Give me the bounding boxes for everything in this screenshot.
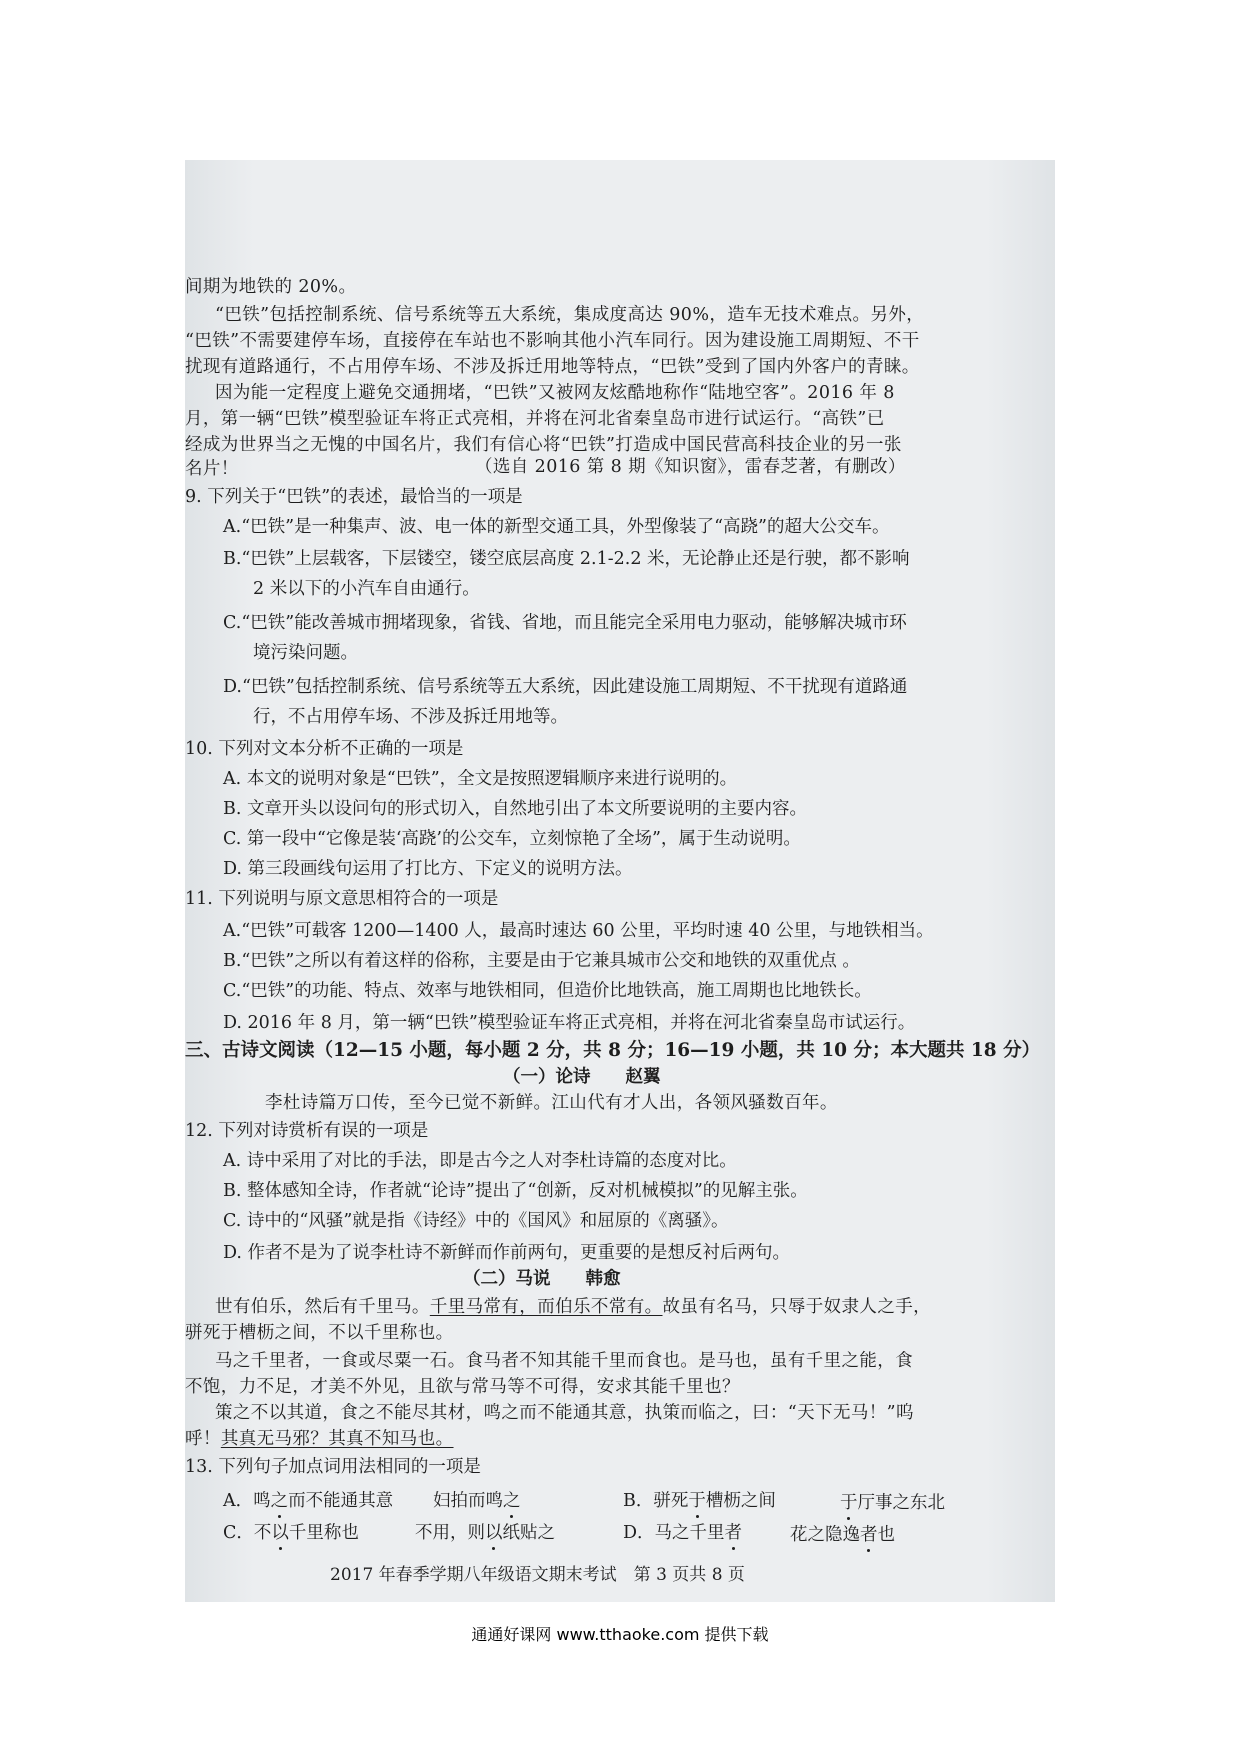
dotted-word: 之 bbox=[270, 1491, 289, 1511]
text-segment: 厅事之东北 bbox=[857, 1493, 945, 1513]
text-segment: 呼！ bbox=[185, 1429, 221, 1449]
question-13-option-d-2 bbox=[790, 1524, 895, 1546]
question-12-option-a: A. 诗中采用了对比的手法，即是古今之人对李杜诗篇的态度对比。 bbox=[223, 1151, 737, 1171]
exam-page-photo bbox=[185, 160, 1055, 1602]
text-segment: 也 bbox=[877, 1525, 895, 1545]
text-segment: 不 bbox=[253, 1523, 272, 1543]
text-segment: 故虽有名马，只辱于奴隶人之手， bbox=[662, 1297, 932, 1317]
dotted-word: 以 bbox=[485, 1523, 503, 1543]
question-12-option-c: C. 诗中的“风骚”就是指《诗经》中的《国风》和屈原的《离骚》。 bbox=[223, 1211, 729, 1231]
text-segment: 妇拍而鸣 bbox=[433, 1491, 503, 1511]
text-segment: 槽枥之间 bbox=[705, 1491, 776, 1511]
text-segment: 骈死 bbox=[653, 1491, 689, 1511]
option-label: D． bbox=[623, 1523, 655, 1543]
text-2-paragraph-3-cont bbox=[185, 1428, 454, 1450]
passage-line: “巴铁”不需要建停车场，直接停在车站也不影响其他小汽车同行。因为建设施工周期短、不干 bbox=[185, 331, 920, 351]
question-9-option-b: B.“巴铁”上层载客，下层镂空，镂空底层高度 2.1-2.2 米，无论静止还是行驶，都不影响 bbox=[223, 549, 910, 569]
site-footer: 通通好课网 www.tthaoke.com 提供下载 bbox=[471, 1625, 769, 1644]
text-2-paragraph-1-cont: 骈死于槽枥之间，不以千里称也。 bbox=[185, 1323, 454, 1343]
option-label: C． bbox=[223, 1523, 254, 1543]
passage-line: 名片！ bbox=[185, 459, 239, 479]
question-10-option-d: D. 第三段画线句运用了打比方、下定义的说明方法。 bbox=[223, 859, 633, 879]
underlined-sentence: 其真无马邪？其真不知马也。 bbox=[220, 1429, 454, 1449]
question-9-option-c-cont: 境污染问题。 bbox=[253, 643, 358, 663]
question-11-option-a: A.“巴铁”可载客 1200—1400 人，最高时速达 60 公里，平均时速 40 公里，与地铁相当。 bbox=[223, 921, 934, 941]
dotted-word: 以 bbox=[271, 1523, 289, 1543]
question-13-option-c bbox=[223, 1522, 359, 1544]
passage-source: （选自 2016 第 8 期《知识窗》，雷春芝著，有删改） bbox=[475, 457, 906, 477]
text-segment: 而不能通其意 bbox=[288, 1491, 394, 1511]
dotted-word: 于 bbox=[688, 1491, 706, 1511]
question-13-option-c-2 bbox=[415, 1522, 555, 1544]
question-13-option-a-2 bbox=[433, 1490, 521, 1512]
text-2-paragraph-1 bbox=[215, 1296, 931, 1318]
passage-line: 扰现有道路通行，不占用停车场、不涉及拆迁用地等特点，“巴铁”受到了国内外客户的青睐。 bbox=[185, 357, 920, 377]
text-2-paragraph-2-cont: 不饱，力不足，才美不外见，且欲与常马等不可得，安求其能千里也？ bbox=[185, 1377, 740, 1397]
question-12-option-d: D. 作者不是为了说李杜诗不新鲜而作前两句，更重要的是想反衬后两句。 bbox=[223, 1243, 791, 1263]
question-12-option-b: B. 整体感知全诗，作者就“论诗”提出了“创新，反对机械模拟”的见解主张。 bbox=[223, 1181, 808, 1201]
question-13-stem: 13. 下列句子加点词用法相同的一项是 bbox=[185, 1457, 481, 1477]
passage-line: 经成为世界当之无愧的中国名片，我们有信心将“巴铁”打造成中国民营高科技企业的另一张 bbox=[185, 435, 902, 455]
text-segment: 世有伯乐，然后有千里马。 bbox=[215, 1297, 430, 1317]
dotted-word: 之 bbox=[503, 1491, 521, 1511]
question-9-option-d-cont: 行，不占用停车场、不涉及拆迁用地等。 bbox=[253, 707, 568, 727]
text-2-paragraph-3: 策之不以其道，食之不能尽其材，鸣之而不能通其意，执策而临之，曰：“天下无马！”呜 bbox=[215, 1403, 914, 1423]
question-10-option-a: A. 本文的说明对象是“巴铁”，全文是按照逻辑顺序来进行说明的。 bbox=[223, 769, 738, 789]
question-11-option-c: C.“巴铁”的功能、特点、效率与地铁相同，但造价比地铁高，施工周期也比地铁长。 bbox=[223, 981, 872, 1001]
option-label: B． bbox=[623, 1491, 654, 1511]
question-9-option-d: D.“巴铁”包括控制系统、信号系统等五大系统，因此建设施工周期短、不干扰现有道路通 bbox=[223, 677, 908, 697]
option-label: A． bbox=[223, 1491, 254, 1511]
text-segment: 鸣 bbox=[253, 1491, 271, 1511]
question-11-stem: 11. 下列说明与原文意思相符合的一项是 bbox=[185, 889, 499, 909]
text-2-paragraph-2: 马之千里者，一食或尽粟一石。食马者不知其能千里而食也。是马也，虽有千里之能，食 bbox=[215, 1351, 914, 1371]
passage-line: “巴铁”包括控制系统、信号系统等五大系统，集成度高达 90%，造车无技术难点。另外， bbox=[215, 305, 925, 325]
text-segment: 花之隐逸 bbox=[790, 1525, 860, 1545]
question-10-option-b: B. 文章开头以设问句的形式切入，自然地引出了本文所要说明的主要内容。 bbox=[223, 799, 807, 819]
question-13-option-b-2 bbox=[840, 1492, 945, 1514]
question-13-option-a bbox=[223, 1490, 393, 1512]
text-segment: 千里称也 bbox=[288, 1523, 359, 1543]
page-footer: 2017 年春季学期八年级语文期末考试 第 3 页共 8 页 bbox=[330, 1565, 745, 1585]
text-segment: 纸贴之 bbox=[502, 1523, 555, 1543]
text-segment: 不用，则 bbox=[415, 1523, 485, 1543]
poem-1-text: 李杜诗篇万口传，至今已觉不新鲜。江山代有才人出，各领风骚数百年。 bbox=[265, 1093, 838, 1113]
question-9-option-b-cont: 2 米以下的小汽车自由通行。 bbox=[253, 579, 480, 599]
question-12-stem: 12. 下列对诗赏析有误的一项是 bbox=[185, 1121, 429, 1141]
passage-line: 月，第一辆“巴铁”模型验证车将正式亮相，并将在河北省秦皇岛市进行试运行。“高铁”已 bbox=[185, 409, 885, 429]
question-13-option-b bbox=[623, 1490, 776, 1512]
question-9-option-c: C.“巴铁”能改善城市拥堵现象，省钱、省地，而且能完全采用电力驱动，能够解决城市环 bbox=[223, 613, 907, 633]
poem-1-title: （一）论诗 赵翼 bbox=[503, 1067, 661, 1087]
section-3-heading: 三、古诗文阅读（12—15 小题，每小题 2 分，共 8 分；16—19 小题，共 10 分；本大题共 18 分） bbox=[185, 1040, 1041, 1061]
question-9-stem: 9. 下列关于“巴铁”的表述，最恰当的一项是 bbox=[185, 487, 523, 507]
dotted-word: 者 bbox=[860, 1525, 878, 1545]
text-segment: 马之千里 bbox=[654, 1523, 725, 1543]
dotted-word: 于 bbox=[840, 1493, 858, 1513]
question-10-stem: 10. 下列对文本分析不正确的一项是 bbox=[185, 739, 464, 759]
passage-line: 因为能一定程度上避免交通拥堵，“巴铁”又被网友炫酷地称作“陆地空客”。2016 年 8 bbox=[215, 383, 895, 403]
question-11-option-d: D. 2016 年 8 月，第一辆“巴铁”模型验证车将正式亮相，并将在河北省秦皇岛市试运行。 bbox=[223, 1013, 916, 1033]
dotted-word: 者 bbox=[724, 1523, 743, 1543]
passage-line: 间期为地铁的 20%。 bbox=[185, 277, 357, 297]
question-11-option-b: B.“巴铁”之所以有着这样的俗称，主要是由于它兼具城市公交和地铁的双重优点 。 bbox=[223, 951, 860, 971]
text-2-title: （二）马说 韩愈 bbox=[463, 1269, 621, 1289]
question-13-option-d bbox=[623, 1522, 742, 1544]
question-9-option-a: A.“巴铁”是一种集声、波、电一体的新型交通工具，外型像装了“高跷”的超大公交车。 bbox=[223, 517, 890, 537]
underlined-sentence: 千里马常有，而伯乐不常有。 bbox=[429, 1297, 663, 1317]
question-10-option-c: C. 第一段中“它像是装‘高跷’的公交车，立刻惊艳了全场”，属于生动说明。 bbox=[223, 829, 801, 849]
